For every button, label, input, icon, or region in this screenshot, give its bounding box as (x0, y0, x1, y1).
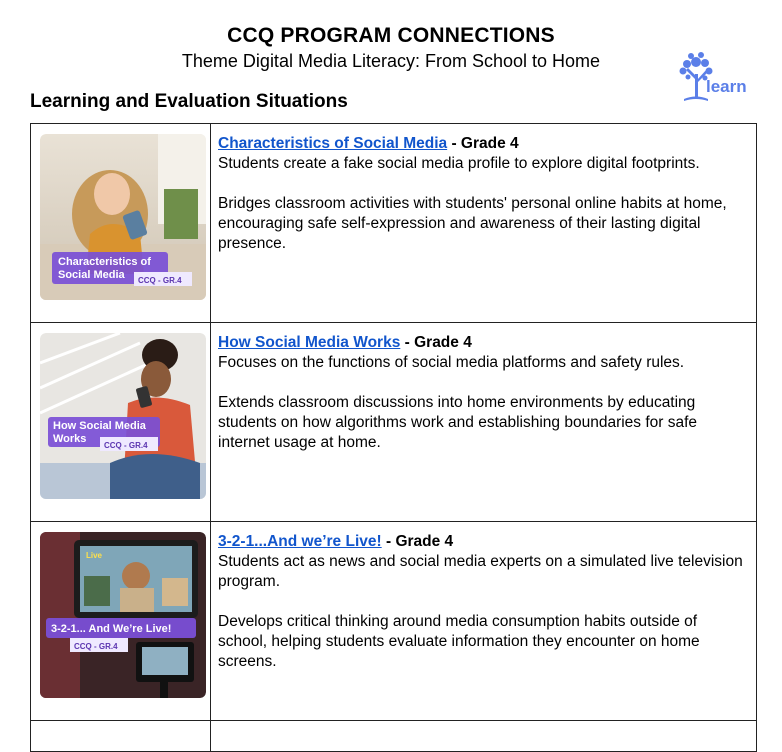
lesson-table (30, 123, 757, 752)
thumbnail-badge: CCQ - GR.4 (138, 276, 182, 285)
table-row (31, 721, 757, 752)
thumbnail-cell (31, 323, 211, 522)
document-subtitle: Theme Digital Media Literacy: From School to Home (181, 51, 601, 71)
lesson-description-cell (211, 721, 757, 752)
lesson-summary: Students create a fake social media profile to explore digital footprints. (218, 155, 700, 172)
lesson-summary: Focuses on the functions of social media platforms and safety rules. (218, 354, 685, 371)
svg-text:Live: Live (86, 551, 103, 560)
thumbnail-cell (31, 721, 211, 752)
grade-label: - Grade 4 (447, 135, 519, 152)
lesson-description-cell (211, 522, 757, 721)
thumbnail-cell (31, 124, 211, 323)
table-row (31, 522, 757, 721)
thumbnail-caption: 3-2-1... And We’re Live! (51, 623, 172, 635)
lesson-detail: Develops critical thinking around media consumption habits outside of school, helping students evaluate information they encounter on home screens. (218, 613, 700, 670)
table-row (31, 323, 757, 522)
thumbnail-caption: Characteristics of Social Media (58, 256, 151, 281)
lesson-link-characteristics-of-social-media[interactable]: Characteristics of Social Media (218, 135, 448, 152)
lesson-summary: Students act as news and social media experts on a simulated live television program. (218, 553, 743, 590)
section-title: Learning and Evaluation Situations (30, 91, 348, 112)
lesson-thumbnail[interactable] (40, 532, 206, 698)
lesson-detail: Bridges classroom activities with students' personal online habits at home, encouraging safe self-expression and awareness of their lasting digital presence. (218, 195, 727, 252)
thumbnail-badge: CCQ - GR.4 (74, 642, 118, 651)
lesson-link-and-were-live[interactable]: 3-2-1...And we’re Live! (218, 533, 382, 550)
lesson-detail: Extends classroom discussions into home environments by educating students on how algorithms work and establishing boundaries for safe internet usage at home. (218, 394, 698, 451)
grade-label: - Grade 4 (381, 533, 454, 550)
thumbnail-badge: CCQ - GR.4 (104, 441, 148, 450)
learn-tree-logo-icon (676, 50, 752, 106)
thumbnail-caption: How Social Media Works (53, 420, 146, 445)
lesson-description-cell (211, 124, 757, 323)
table-row (31, 124, 757, 323)
thumbnail-cell (31, 522, 211, 721)
lesson-description-cell (211, 323, 757, 522)
lesson-link-how-social-media-works[interactable]: How Social Media Works (218, 334, 401, 351)
logo-text: learn (706, 77, 747, 96)
grade-label: - Grade 4 (400, 334, 472, 351)
document-title: CCQ PROGRAM CONNECTIONS (227, 24, 555, 47)
lesson-thumbnail[interactable] (40, 333, 206, 499)
lesson-thumbnail[interactable] (40, 134, 206, 300)
